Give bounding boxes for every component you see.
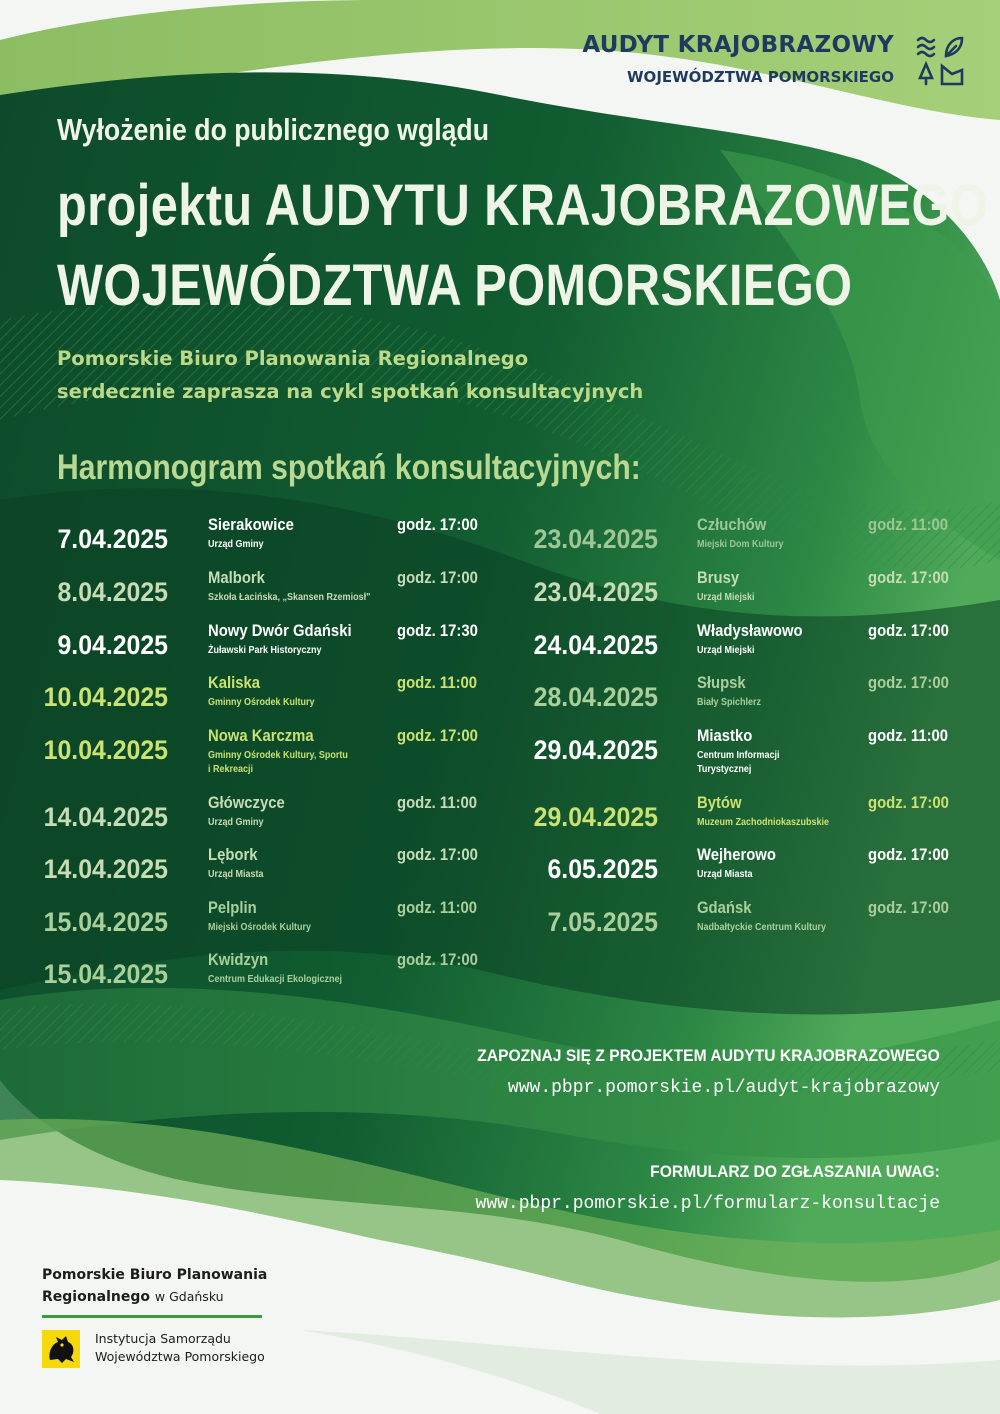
footer-organization xyxy=(42,1265,267,1308)
meeting-hour: godz. 17:00 xyxy=(868,569,949,587)
meeting-place: Lębork xyxy=(208,846,258,864)
meeting-date: 23.04.2025 xyxy=(533,524,658,554)
meeting-venue: Gminny Ośrodek Kultury xyxy=(208,697,315,708)
meeting-place: Słupsk xyxy=(697,674,746,692)
meeting-hour: godz. 17:30 xyxy=(397,622,478,640)
meeting-hour: godz. 11:00 xyxy=(397,794,478,812)
headline-line-2: WOJEWÓDZTWA POMORSKIEGO xyxy=(57,253,853,318)
meeting-venue: Gminny Ośrodek Kultury, Sportu i Rekreacji xyxy=(208,750,348,775)
meeting-date: 15.04.2025 xyxy=(43,907,168,937)
meeting-hour: godz. 17:00 xyxy=(868,899,949,917)
meeting-place: Bytów xyxy=(697,794,742,812)
meeting-place: Gdańsk xyxy=(697,899,752,917)
footer-divider xyxy=(42,1315,262,1318)
footer-inst-line-1: Instytucja Samorządu xyxy=(95,1331,231,1346)
schedule-title: Harmonogram spotkań konsultacyjnych: xyxy=(57,448,641,487)
meeting-place: Człuchów xyxy=(697,516,767,534)
meeting-date: 6.05.2025 xyxy=(547,854,658,884)
meeting-hour: godz. 11:00 xyxy=(397,674,478,692)
meeting-hour: godz. 17:00 xyxy=(868,846,949,864)
meeting-place: Kaliska xyxy=(208,674,261,692)
brand-title: AUDYT KRAJOBRAZOWY xyxy=(582,32,894,58)
meeting-venue: Miejski Dom Kultury xyxy=(697,539,784,550)
meeting-hour: godz. 17:00 xyxy=(397,951,478,969)
meeting-hour: godz. 17:00 xyxy=(397,846,478,864)
meeting-date: 14.04.2025 xyxy=(43,854,168,884)
meeting-venue: Szkoła Łacińska, „Skansen Rzemiosł" xyxy=(208,592,371,603)
meeting-date: 24.04.2025 xyxy=(533,630,658,660)
invite-line-2: serdecznie zaprasza na cykl spotkań konsultacyjnych xyxy=(57,380,644,403)
meeting-venue: Urząd Miasta xyxy=(208,869,264,880)
meeting-hour: godz. 17:00 xyxy=(868,794,949,812)
meeting-hour: godz. 17:00 xyxy=(397,516,478,534)
meeting-hour: godz. 17:00 xyxy=(868,622,949,640)
meeting-date: 28.04.2025 xyxy=(533,682,658,712)
meeting-hour: godz. 11:00 xyxy=(397,899,478,917)
meeting-venue: Nadbałtyckie Centrum Kultury xyxy=(697,922,827,933)
meeting-place: Brusy xyxy=(697,569,740,587)
pomeranian-griffin-crest-icon xyxy=(42,1330,80,1368)
meeting-hour: godz. 11:00 xyxy=(868,727,949,745)
project-cta-heading: ZAPOZNAJ SIĘ Z PROJEKTEM AUDYTU KRAJOBRAZOWEGO xyxy=(477,1046,940,1065)
footer-org-line-1: Pomorskie Biuro Planowania xyxy=(42,1267,268,1283)
meeting-venue: Muzeum Zachodniokaszubskie xyxy=(697,817,830,828)
footer-inst-line-2: Województwa Pomorskiego xyxy=(95,1349,265,1364)
meeting-place: Sierakowice xyxy=(208,516,294,534)
meeting-date: 7.04.2025 xyxy=(57,524,168,554)
meeting-hour: godz. 17:00 xyxy=(868,674,949,692)
meeting-date: 10.04.2025 xyxy=(43,735,168,765)
meeting-place: Pelplin xyxy=(208,899,257,917)
meeting-venue: Żuławski Park Historyczny xyxy=(208,645,322,656)
meeting-place: Nowy Dwór Gdański xyxy=(208,622,352,640)
meeting-hour: godz. 17:00 xyxy=(397,569,478,587)
headline-intro: Wyłożenie do publicznego wglądu xyxy=(57,112,490,147)
meeting-place: Główczyce xyxy=(208,794,285,812)
meeting-venue: Centrum Informacji Turystycznej xyxy=(697,750,780,775)
headline-line-1: projektu AUDYTU KRAJOBRAZOWEGO xyxy=(57,173,989,238)
meeting-venue: Biały Spichlerz xyxy=(697,697,762,708)
meeting-hour: godz. 17:00 xyxy=(397,727,478,745)
meeting-venue: Urząd Miejski xyxy=(697,592,755,603)
footer-org-line-2: Regionalnego xyxy=(42,1289,151,1305)
meeting-date: 15.04.2025 xyxy=(43,959,168,989)
project-url-link[interactable]: www.pbpr.pomorskie.pl/audyt-krajobrazowy xyxy=(507,1078,940,1098)
meeting-place: Miastko xyxy=(697,727,753,745)
form-url-link[interactable]: www.pbpr.pomorskie.pl/formularz-konsultacje xyxy=(475,1194,940,1214)
meeting-date: 8.04.2025 xyxy=(57,577,168,607)
footer-org-suffix: w Gdańsku xyxy=(154,1289,224,1304)
meeting-place: Wejherowo xyxy=(697,846,776,864)
meeting-place: Nowa Karczma xyxy=(208,727,314,745)
meeting-date: 14.04.2025 xyxy=(43,802,168,832)
brand-subtitle: WOJEWÓDZTWA POMORSKIEGO xyxy=(627,68,894,86)
meeting-date: 29.04.2025 xyxy=(533,802,658,832)
meeting-date: 9.04.2025 xyxy=(57,630,168,660)
footer-institution xyxy=(95,1330,265,1366)
meeting-place: Władysławowo xyxy=(697,622,803,640)
meeting-venue: Urząd Gminy xyxy=(208,817,264,828)
meeting-date: 10.04.2025 xyxy=(43,682,168,712)
meeting-place: Kwidzyn xyxy=(208,951,269,969)
form-cta-heading: FORMULARZ DO ZGŁASZANIA UWAG: xyxy=(650,1162,940,1181)
meeting-venue: Miejski Ośrodek Kultury xyxy=(208,922,312,933)
meeting-venue: Urząd Miejski xyxy=(697,645,755,656)
meeting-venue: Urząd Gminy xyxy=(208,539,264,550)
meeting-hour: godz. 11:00 xyxy=(868,516,949,534)
meeting-date: 29.04.2025 xyxy=(533,735,658,765)
meeting-date: 23.04.2025 xyxy=(533,577,658,607)
meeting-venue: Centrum Edukacji Ekologicznej xyxy=(208,974,343,985)
meeting-date: 7.05.2025 xyxy=(547,907,658,937)
landscape-audit-logo-icon xyxy=(916,34,966,86)
meeting-venue: Urząd Miasta xyxy=(697,869,753,880)
meeting-place: Malbork xyxy=(208,569,265,587)
invite-line-1: Pomorskie Biuro Planowania Regionalnego xyxy=(57,347,529,370)
